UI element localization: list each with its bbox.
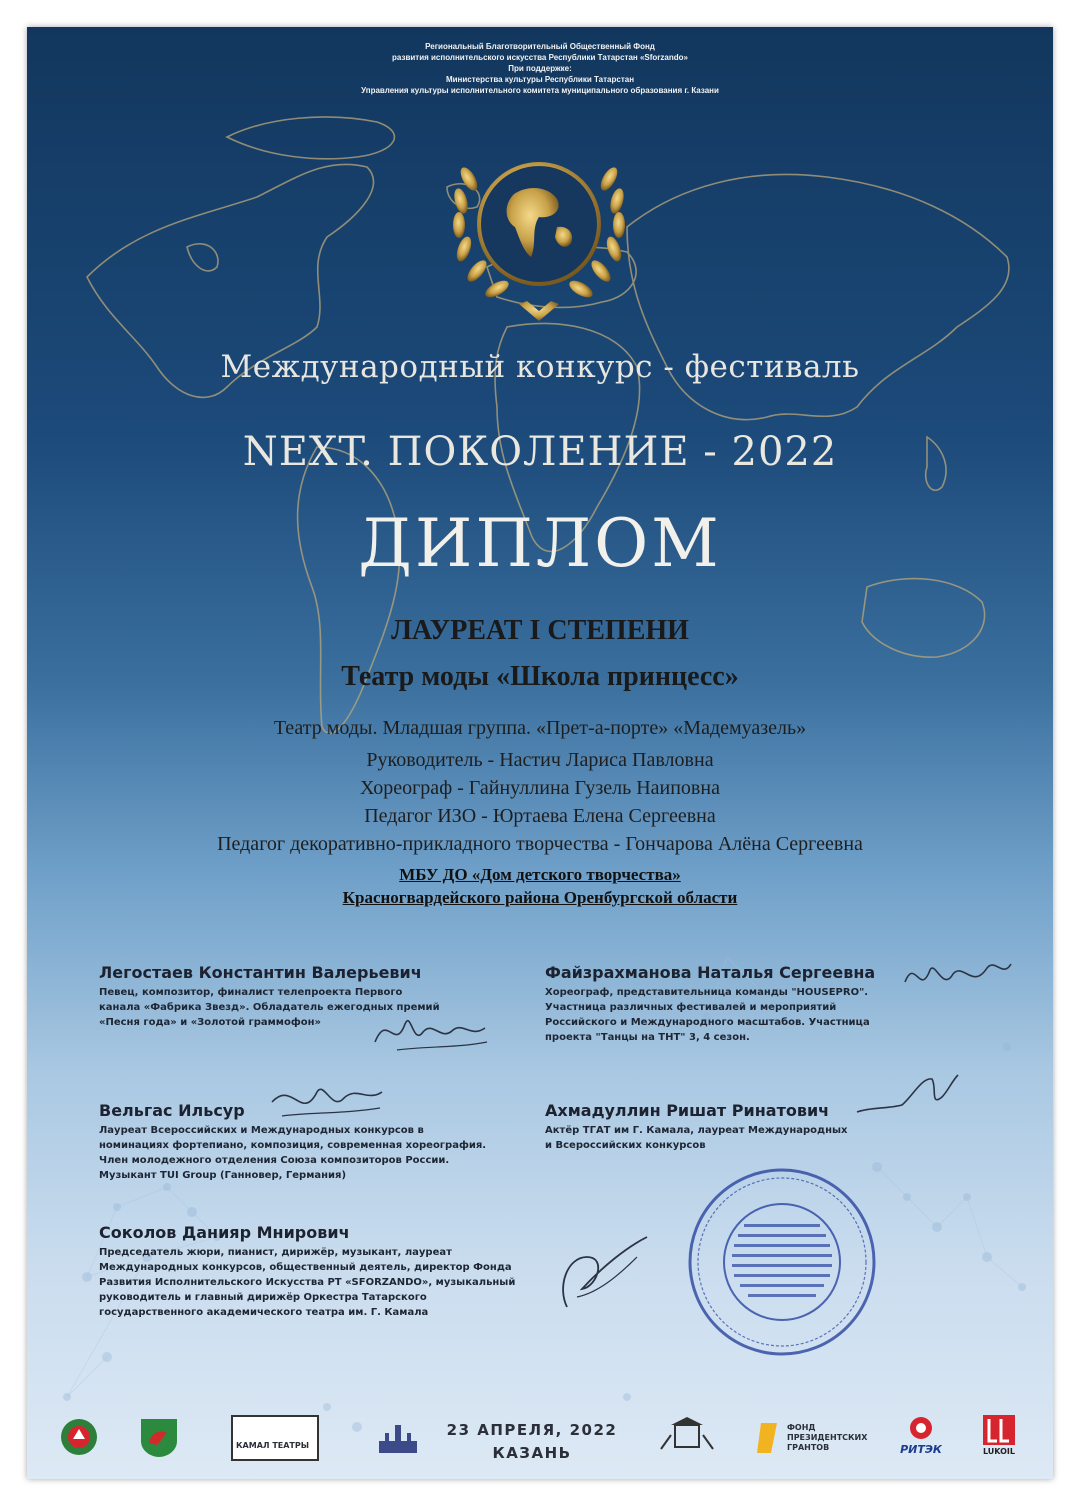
kazan-emblem xyxy=(137,1415,181,1459)
jury-desc-line: Международных конкурсов, общественный деятель, директор Фонда xyxy=(99,1262,512,1273)
jury-desc-line: Певец, композитор, финалист телепроекта Первого xyxy=(99,987,403,998)
jury-desc-line: Хореограф, представительница команды "HOUSEPRO". xyxy=(545,987,869,998)
jury-desc-line: Лауреат Всероссийских и Международных конкурсов в xyxy=(99,1125,424,1136)
header-line: Управления культуры исполнительного комитета муниципального образования г. Казани xyxy=(361,86,719,95)
riteh-label: РИТЭК xyxy=(900,1443,942,1456)
detail-line: Хореограф - Гайнуллина Гузель Наиповна xyxy=(360,777,720,799)
grants-fund-line: ПРЕЗИДЕНТСКИХ xyxy=(787,1433,868,1442)
jury-desc-line: проекта "Танцы на ТНТ" 3, 4 сезон. xyxy=(545,1032,750,1043)
tatarstan-emblem xyxy=(59,1417,99,1457)
jury-member xyxy=(545,1101,848,1153)
lukoil-label: LUKOIL xyxy=(982,1447,1016,1456)
jury-member xyxy=(99,1223,515,1320)
organizer-header xyxy=(27,41,1053,96)
riteh-logo xyxy=(895,1415,947,1459)
team-name: Театр моды «Школа принцесс» xyxy=(341,661,739,692)
jury-desc-line: Развития Исполнительского Искусства РТ «SFORZANDO», музыкальный xyxy=(99,1277,516,1288)
header-line: При поддержке: xyxy=(508,64,572,73)
jury-desc-line: руководитель и главный дирижёр Оркестра Татарского xyxy=(99,1292,427,1303)
kamal-theatre-label: КАМАЛ ТЕАТРЫ xyxy=(236,1441,310,1450)
signature-image xyxy=(852,1067,962,1127)
jury-desc-line: Актёр ТГАТ им Г. Камала, лауреат Международных xyxy=(545,1125,848,1136)
signature-image xyxy=(895,952,1015,1002)
organization-line: Красногвардейского района Оренбургской области xyxy=(342,888,738,907)
detail-line: Театр моды. Младшая группа. «Прет-а-порте» «Мадемуазель» xyxy=(273,717,807,739)
lukoil-icon xyxy=(983,1415,1015,1445)
detail-line: Педагог ИЗО - Юртаева Елена Сергеевна xyxy=(364,805,716,827)
jury-name: Ахмадуллин Ришат Ринатович xyxy=(545,1101,830,1120)
presidential-grants-fund-logo xyxy=(757,1419,887,1459)
kamal-theatre-logo xyxy=(231,1415,319,1461)
jury-description xyxy=(545,985,875,1045)
grants-fund-line: ФОНД xyxy=(787,1423,816,1432)
jury-name: Соколов Данияр Мнирович xyxy=(99,1223,350,1242)
event-date-place xyxy=(432,1419,632,1465)
diploma-title: ДИПЛОМ xyxy=(358,505,722,582)
jury-desc-line: Музыкант TUI Group (Ганновер, Германия) xyxy=(99,1170,347,1181)
laurel-globe-emblem xyxy=(439,139,639,329)
organization-line: МБУ ДО «Дом детского творчества» xyxy=(399,865,681,884)
detail-line: Руководитель - Настич Лариса Павловна xyxy=(366,749,714,771)
jury-desc-line: Участница различных фестивалей и мероприятий xyxy=(545,1002,837,1013)
grants-fund-label xyxy=(787,1423,867,1453)
edition-line: NEXT. ПОКОЛЕНИЕ - 2022 xyxy=(242,429,838,475)
signature-image xyxy=(367,1002,497,1062)
jury-desc-line: «Песня года» и «Золотой граммофон» xyxy=(99,1017,321,1028)
festival-line: Международный конкурс - фестиваль xyxy=(220,349,860,385)
detail-line: Педагог декоративно-прикладного творчества - Гончарова Алёна Сергеевна xyxy=(217,833,863,855)
jury-description xyxy=(99,1245,515,1320)
jury-description xyxy=(99,1123,486,1183)
jury-desc-line: канала «Фабрика Звезд». Обладатель ежегодных премий xyxy=(99,1002,440,1013)
lukoil-logo xyxy=(979,1415,1019,1459)
jury-desc-line: Российского и Международного масштабов. Участница xyxy=(545,1017,870,1028)
kazan-panorama-logo xyxy=(375,1419,421,1459)
award-title: ЛАУРЕАТ I СТЕПЕНИ xyxy=(391,615,689,646)
event-date: 23 АПРЕЛЯ, 2022 xyxy=(446,1421,618,1439)
signature-image xyxy=(547,1227,657,1317)
jury-member xyxy=(545,963,875,1045)
header-line: Министерства культуры Республики Татарстан xyxy=(445,75,635,84)
grants-fund-icon xyxy=(757,1421,779,1455)
jury-desc-line: Председатель жюри, пианист, дирижёр, музыкант, лауреат xyxy=(99,1247,452,1258)
signature-image xyxy=(262,1072,392,1132)
riteh-icon xyxy=(904,1415,938,1441)
jury-desc-line: государственного академического театра им. Г. Камала xyxy=(99,1307,429,1318)
event-city: КАЗАНЬ xyxy=(492,1444,572,1462)
official-seal xyxy=(682,1162,882,1362)
jury-desc-line: номинациях фортепиано, композиция, современная хореография. xyxy=(99,1140,487,1151)
jury-desc-line: Член молодежного отделения Союза композиторов России. xyxy=(99,1155,450,1166)
jury-desc-line: и Всероссийских конкурсов xyxy=(545,1140,706,1151)
header-line: Региональный Благотворительный Общественный Фонд xyxy=(425,42,655,51)
diploma-sheet xyxy=(27,27,1053,1479)
jury-name: Файзрахманова Наталья Сергеевна xyxy=(545,963,876,982)
philharmonic-logo xyxy=(657,1415,717,1461)
header-line: развития исполнительского искусства Республики Татарстан «Sforzando» xyxy=(392,53,688,62)
jury-name: Легостаев Константин Валерьевич xyxy=(99,963,422,982)
jury-description xyxy=(545,1123,848,1153)
jury-name: Вельгас Ильсур xyxy=(99,1101,245,1120)
grants-fund-line: ГРАНТОВ xyxy=(787,1443,830,1452)
